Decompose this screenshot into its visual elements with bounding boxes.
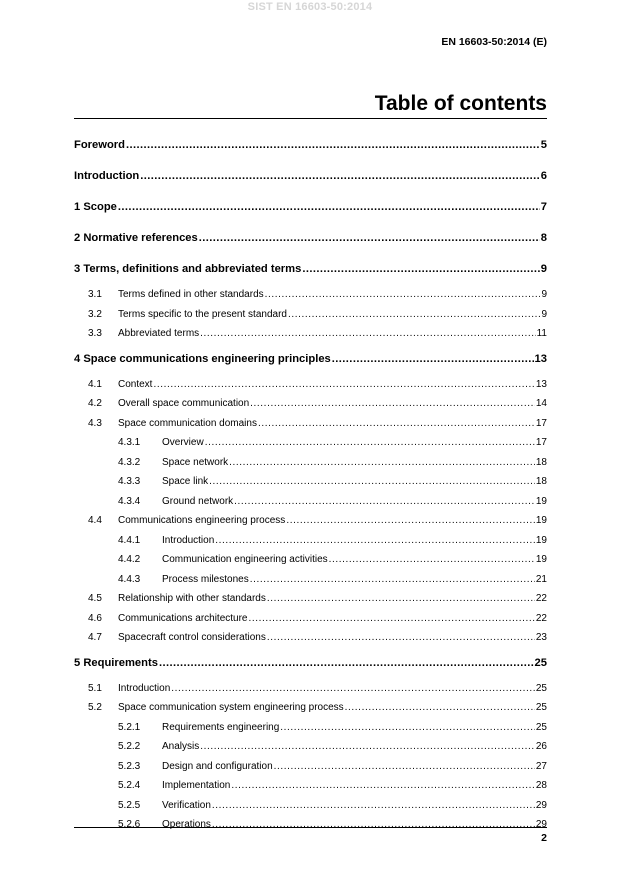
toc-entry-page: 11 bbox=[536, 328, 547, 339]
toc-leader-dots bbox=[209, 474, 535, 490]
toc-leader-dots bbox=[250, 396, 535, 412]
toc-leader-dots bbox=[345, 700, 535, 716]
toc-entry-page: 22 bbox=[535, 593, 547, 604]
footer-divider bbox=[74, 827, 547, 828]
toc-entry[interactable] bbox=[74, 474, 547, 494]
toc-leader-dots bbox=[212, 817, 535, 833]
toc-leader-dots bbox=[200, 326, 535, 342]
toc-leader-dots bbox=[258, 416, 535, 432]
toc-leader-dots bbox=[126, 136, 540, 154]
toc-entry-title: 2 Normative references bbox=[74, 232, 198, 244]
toc-entry-title: Introduction bbox=[118, 682, 171, 694]
toc-entry-page: 25 bbox=[534, 656, 547, 669]
toc-entry-title: Design and configuration bbox=[162, 760, 273, 772]
toc-leader-dots bbox=[249, 611, 535, 627]
toc-entry[interactable] bbox=[74, 759, 547, 779]
toc-entry-number: 5.2.4 bbox=[118, 780, 141, 791]
toc-entry-title: Implementation bbox=[162, 780, 231, 791]
toc-leader-dots bbox=[118, 198, 540, 216]
toc-entry[interactable] bbox=[74, 681, 547, 701]
toc-entry-page: 5 bbox=[540, 139, 547, 151]
toc-entry[interactable] bbox=[74, 739, 547, 759]
toc-leader-dots bbox=[200, 739, 535, 755]
toc-entry-page: 9 bbox=[541, 308, 547, 320]
toc-entry[interactable] bbox=[74, 494, 547, 514]
toc-leader-dots bbox=[199, 229, 540, 247]
toc-leader-dots bbox=[250, 572, 535, 588]
toc-entry-number: 4.4 bbox=[88, 515, 102, 526]
toc-entry-page: 27 bbox=[535, 760, 547, 772]
toc-entry-page: 25 bbox=[535, 682, 547, 694]
toc-entry[interactable] bbox=[74, 611, 547, 631]
table-of-contents bbox=[74, 136, 547, 837]
toc-leader-dots bbox=[153, 377, 534, 393]
title-divider bbox=[74, 118, 547, 119]
toc-entry-title: Ground network bbox=[162, 495, 234, 507]
toc-entry-page: 9 bbox=[541, 289, 547, 300]
toc-entry-page: 19 bbox=[535, 495, 547, 507]
toc-entry-title: Abbreviated terms bbox=[118, 328, 200, 339]
toc-entry-page: 29 bbox=[535, 799, 547, 811]
toc-entry-page: 19 bbox=[535, 554, 547, 565]
toc-entry-page: 23 bbox=[535, 632, 547, 643]
toc-leader-dots bbox=[267, 591, 535, 607]
toc-entry-title: Space communication domains bbox=[118, 417, 257, 429]
toc-leader-dots bbox=[140, 167, 540, 185]
toc-entry-page: 19 bbox=[535, 515, 547, 526]
toc-entry-title: Introduction bbox=[162, 534, 215, 546]
toc-entry-number: 3.1 bbox=[88, 289, 102, 300]
page-number: 2 bbox=[541, 832, 547, 844]
toc-entry-number: 3.3 bbox=[88, 328, 102, 339]
toc-leader-dots bbox=[274, 759, 535, 775]
toc-entry-number: 4.4.2 bbox=[118, 554, 141, 565]
toc-entry-number: 4.3.3 bbox=[118, 476, 141, 487]
toc-entry-title: Operations bbox=[162, 819, 211, 830]
toc-entry-number: 3.2 bbox=[88, 308, 102, 320]
toc-entry-title: Relationship with other standards bbox=[118, 593, 266, 604]
toc-entry[interactable] bbox=[74, 198, 547, 225]
toc-entry-title: 3 Terms, definitions and abbreviated terms bbox=[74, 263, 302, 275]
toc-entry[interactable] bbox=[74, 533, 547, 553]
watermark: SIST EN 16603-50:2014 bbox=[247, 1, 373, 13]
page-title: Table of contents bbox=[374, 92, 547, 115]
toc-leader-dots bbox=[267, 630, 535, 646]
toc-entry[interactable] bbox=[74, 350, 547, 377]
toc-entry-title: Introduction bbox=[74, 170, 140, 182]
toc-entry-title: Space communication system engineering process bbox=[118, 702, 344, 713]
toc-entry-page: 9 bbox=[540, 263, 547, 275]
toc-entry-page: 13 bbox=[535, 378, 547, 390]
toc-leader-dots bbox=[329, 552, 535, 568]
toc-entry-page: 7 bbox=[540, 201, 547, 213]
toc-entry-title: Overall space communication bbox=[118, 398, 250, 409]
toc-leader-dots bbox=[280, 720, 535, 736]
toc-entry-title: Communication engineering activities bbox=[162, 554, 328, 565]
toc-entry-page: 13 bbox=[534, 352, 547, 365]
toc-entry[interactable] bbox=[74, 720, 547, 740]
toc-leader-dots bbox=[159, 654, 534, 672]
toc-entry[interactable] bbox=[74, 630, 547, 650]
toc-entry-page: 28 bbox=[535, 780, 547, 791]
toc-entry[interactable] bbox=[74, 260, 547, 287]
toc-entry-number: 4.5 bbox=[88, 593, 102, 604]
toc-entry-number: 5.2.3 bbox=[118, 760, 141, 772]
toc-entry-title: Foreword bbox=[74, 139, 125, 151]
toc-leader-dots bbox=[302, 260, 539, 278]
toc-entry-page: 22 bbox=[535, 612, 547, 624]
toc-entry-number: 4.3.1 bbox=[118, 437, 141, 448]
document-id: EN 16603-50:2014 (E) bbox=[441, 36, 547, 48]
toc-leader-dots bbox=[231, 778, 535, 794]
toc-entry-title: Overview bbox=[162, 437, 204, 448]
toc-leader-dots bbox=[234, 494, 535, 510]
toc-leader-dots bbox=[332, 350, 534, 368]
toc-entry-number: 4.6 bbox=[88, 612, 102, 624]
toc-entry-page: 21 bbox=[535, 573, 547, 585]
toc-leader-dots bbox=[229, 455, 535, 471]
toc-entry-number: 4.3.4 bbox=[118, 495, 141, 507]
toc-entry-page: 18 bbox=[535, 456, 547, 468]
toc-entry-title: Context bbox=[118, 378, 153, 390]
toc-entry[interactable] bbox=[74, 377, 547, 397]
toc-entry-number: 5.2 bbox=[88, 702, 102, 713]
toc-leader-dots bbox=[265, 287, 541, 303]
toc-leader-dots bbox=[288, 307, 540, 323]
toc-entry[interactable] bbox=[74, 396, 547, 416]
toc-entry-title: Terms specific to the present standard bbox=[118, 308, 287, 320]
toc-entry-page: 14 bbox=[535, 398, 547, 409]
toc-entry-number: 4.4.3 bbox=[118, 573, 141, 585]
toc-entry[interactable] bbox=[74, 136, 547, 163]
toc-entry[interactable] bbox=[74, 513, 547, 533]
toc-entry[interactable] bbox=[74, 798, 547, 818]
toc-entry[interactable] bbox=[74, 167, 547, 194]
toc-entry-title: Communications engineering process bbox=[118, 515, 286, 526]
toc-entry[interactable] bbox=[74, 552, 547, 572]
toc-entry-page: 6 bbox=[540, 170, 547, 182]
toc-entry-number: 5.2.2 bbox=[118, 741, 141, 752]
toc-entry-title: Space network bbox=[162, 456, 229, 468]
toc-entry-title: Terms defined in other standards bbox=[118, 289, 264, 300]
toc-entry[interactable] bbox=[74, 700, 547, 720]
toc-entry[interactable] bbox=[74, 435, 547, 455]
toc-entry-page: 25 bbox=[535, 721, 547, 733]
toc-entry[interactable] bbox=[74, 326, 547, 346]
toc-entry-title: Spacecraft control considerations bbox=[118, 632, 266, 643]
toc-entry-number: 4.7 bbox=[88, 632, 102, 643]
toc-entry[interactable] bbox=[74, 229, 547, 256]
toc-entry-title: Analysis bbox=[162, 741, 200, 752]
toc-leader-dots bbox=[215, 533, 535, 549]
toc-entry-title: Space link bbox=[162, 476, 209, 487]
toc-entry-title: Process milestones bbox=[162, 573, 249, 585]
toc-entry[interactable] bbox=[74, 591, 547, 611]
toc-entry-number: 4.4.1 bbox=[118, 534, 141, 546]
toc-entry[interactable] bbox=[74, 455, 547, 475]
toc-entry-page: 26 bbox=[535, 741, 547, 752]
toc-entry-page: 17 bbox=[535, 417, 547, 429]
toc-entry-page: 17 bbox=[535, 437, 547, 448]
toc-entry-number: 5.1 bbox=[88, 682, 102, 694]
toc-leader-dots bbox=[286, 513, 535, 529]
toc-entry-number: 4.3 bbox=[88, 417, 102, 429]
toc-leader-dots bbox=[171, 681, 535, 697]
toc-entry-number: 5.2.5 bbox=[118, 799, 141, 811]
toc-entry-number: 4.2 bbox=[88, 398, 102, 409]
toc-entry-title: 5 Requirements bbox=[74, 656, 158, 669]
toc-entry[interactable] bbox=[74, 416, 547, 436]
toc-entry-number: 4.3.2 bbox=[118, 456, 141, 468]
toc-entry-number: 5.2.1 bbox=[118, 721, 141, 733]
toc-entry-title: Requirements engineering bbox=[162, 721, 280, 733]
toc-entry[interactable] bbox=[74, 572, 547, 592]
toc-entry-page: 25 bbox=[535, 702, 547, 713]
toc-entry[interactable] bbox=[74, 287, 547, 307]
toc-entry-title: 4 Space communications engineering principles bbox=[74, 352, 331, 365]
toc-entry-page: 8 bbox=[540, 232, 547, 244]
toc-entry-page: 19 bbox=[535, 534, 547, 546]
toc-leader-dots bbox=[212, 798, 535, 814]
toc-entry-title: Communications architecture bbox=[118, 612, 248, 624]
toc-entry-page: 29 bbox=[535, 819, 547, 830]
toc-entry-title: 1 Scope bbox=[74, 201, 117, 213]
toc-entry[interactable] bbox=[74, 654, 547, 681]
toc-entry-number: 5.2.6 bbox=[118, 819, 141, 830]
toc-leader-dots bbox=[205, 435, 535, 451]
toc-entry-title: Verification bbox=[162, 799, 211, 811]
toc-entry[interactable] bbox=[74, 307, 547, 327]
toc-entry-number: 4.1 bbox=[88, 378, 102, 390]
toc-entry[interactable] bbox=[74, 778, 547, 798]
toc-entry-page: 18 bbox=[535, 476, 547, 487]
